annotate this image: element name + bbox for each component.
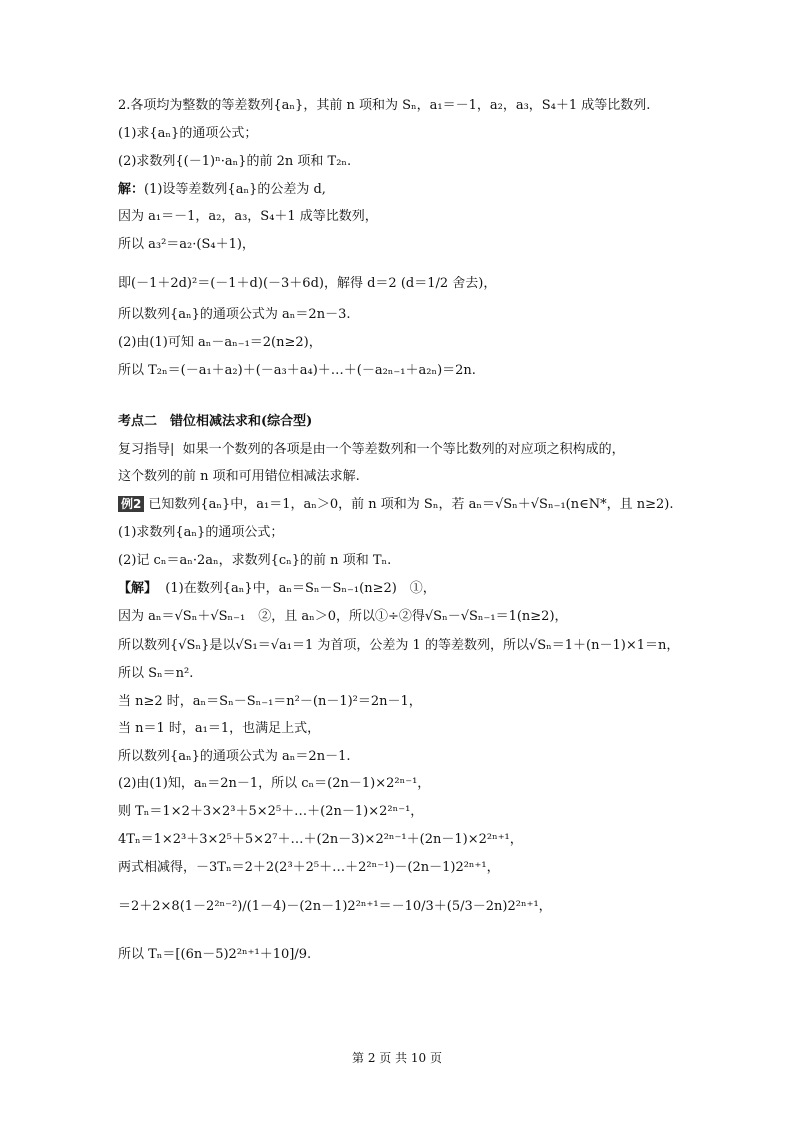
example-solution-label: 【解】 [118,581,158,596]
solution-label: 解： [118,182,145,197]
example-tag: 例2 [118,496,144,512]
example-solution-line: ＝2＋2×8(1－2²ⁿ⁻²)/(1－4)－(2n－1)2²ⁿ⁺¹＝－10/3＋(5/3－2n)2²ⁿ⁺¹， [118,899,552,914]
example-2-part-1: (1)求数列{aₙ}的通项公式； [118,525,284,540]
example-solution-line: 4Tₙ＝1×2³＋3×2⁵＋5×2⁷＋…＋(2n－3)×2²ⁿ⁻¹＋(2n－1)×2²ⁿ⁺¹， [118,832,523,847]
section-title: 考点二 错位相减法求和(综合型) [118,414,313,429]
example-solution-line: 所以 Sₙ＝n². [118,666,194,681]
example-solution-line: 所以 Tₙ＝[(6n－5)2²ⁿ⁺¹＋10]/9. [118,947,312,962]
example-solution-line: 当 n≥2 时，aₙ＝Sₙ－Sₙ₋₁＝n²－(n－1)²＝2n－1， [118,694,422,709]
solution-line: 所以 a₃²＝a₂·(S₄＋1)， [118,237,255,252]
review-guide [118,441,718,459]
example-solution-line: 所以数列{√Sₙ}是以√S₁＝√a₁＝1 为首项，公差为 1 的等差数列，所以√Sₙ＝1＋(n－1)×1＝n， [118,638,680,653]
example-solution-line: 当 n＝1 时，a₁＝1，也满足上式， [118,721,321,736]
review-guide-text: 如果一个数列的各项是由一个等差数列和一个等比数列的对应项之积构成的， [182,442,625,457]
example-solution-line: (2)由(1)知，aₙ＝2n－1，所以 cₙ＝(2n－1)×2²ⁿ⁻¹， [118,776,431,791]
solution-line: 所以 T₂ₙ＝(－a₁＋a₂)＋(－a₃＋a₄)＋…＋(－a₂ₙ₋₁＋a₂ₙ)＝2n. [118,363,476,378]
review-guide-text: 这个数列的前 n 项和可用错位相减法求解. [118,469,360,484]
solution-line: (2)由(1)可知 aₙ－aₙ₋₁＝2(n≥2)， [118,335,322,350]
solution-line: 因为 a₁＝－1，a₂，a₃，S₄＋1 成等比数列， [118,209,378,224]
problem-2-part-1: (1)求{aₙ}的通项公式； [118,126,258,141]
problem-2-part-2: (2)求数列{(－1)ⁿ·aₙ}的前 2n 项和 T₂ₙ. [118,154,352,169]
review-guide-label: 复习指导| [118,442,175,457]
example-solution-line: 则 Tₙ＝1×2＋3×2³＋5×2⁵＋…＋(2n－1)×2²ⁿ⁻¹， [118,804,424,819]
solution-text: (1)在数列{aₙ}中，aₙ＝Sₙ－Sₙ₋₁(n≥2) ①， [165,581,436,596]
solution-line: 即(－1＋2d)²＝(－1＋d)(－3＋6d)，解得 d＝2 (d＝1/2 舍去)， [118,276,497,291]
example-solution-line [118,580,718,598]
problem-2-stem: 2.各项均为整数的等差数列{aₙ}，其前 n 项和为 Sₙ，a₁＝－1，a₂，a₃，S₄＋1 成等比数列. [118,98,651,113]
example-2-stem [118,496,718,514]
example-2-part-2: (2)记 cₙ＝aₙ·2aₙ，求数列{cₙ}的前 n 项和 Tₙ. [118,553,392,568]
solution-line: 所以数列{aₙ}的通项公式为 aₙ＝2n－3. [118,307,351,322]
solution-text: (1)设等差数列{aₙ}的公差为 d, [144,182,326,197]
example-stem-text: 已知数列{aₙ}中，a₁＝1，aₙ＞0，前 n 项和为 Sₙ，若 aₙ＝√Sₙ＋√Sₙ₋₁(n∈N*，且 n≥2). [148,497,674,512]
example-solution-line: 两式相减得，－3Tₙ＝2＋2(2³＋2⁵＋…＋2²ⁿ⁻¹)－(2n－1)2²ⁿ⁺¹， [118,860,500,875]
example-solution-line: 因为 aₙ＝√Sₙ＋√Sₙ₋₁ ②，且 aₙ＞0，所以①÷②得√Sₙ－√Sₙ₋₁＝1(n≥2)， [118,609,568,624]
example-solution-line: 所以数列{aₙ}的通项公式为 aₙ＝2n－1. [118,749,351,764]
solution-line [118,181,718,199]
page-number: 第 2 页 共 10 页 [352,1051,442,1065]
